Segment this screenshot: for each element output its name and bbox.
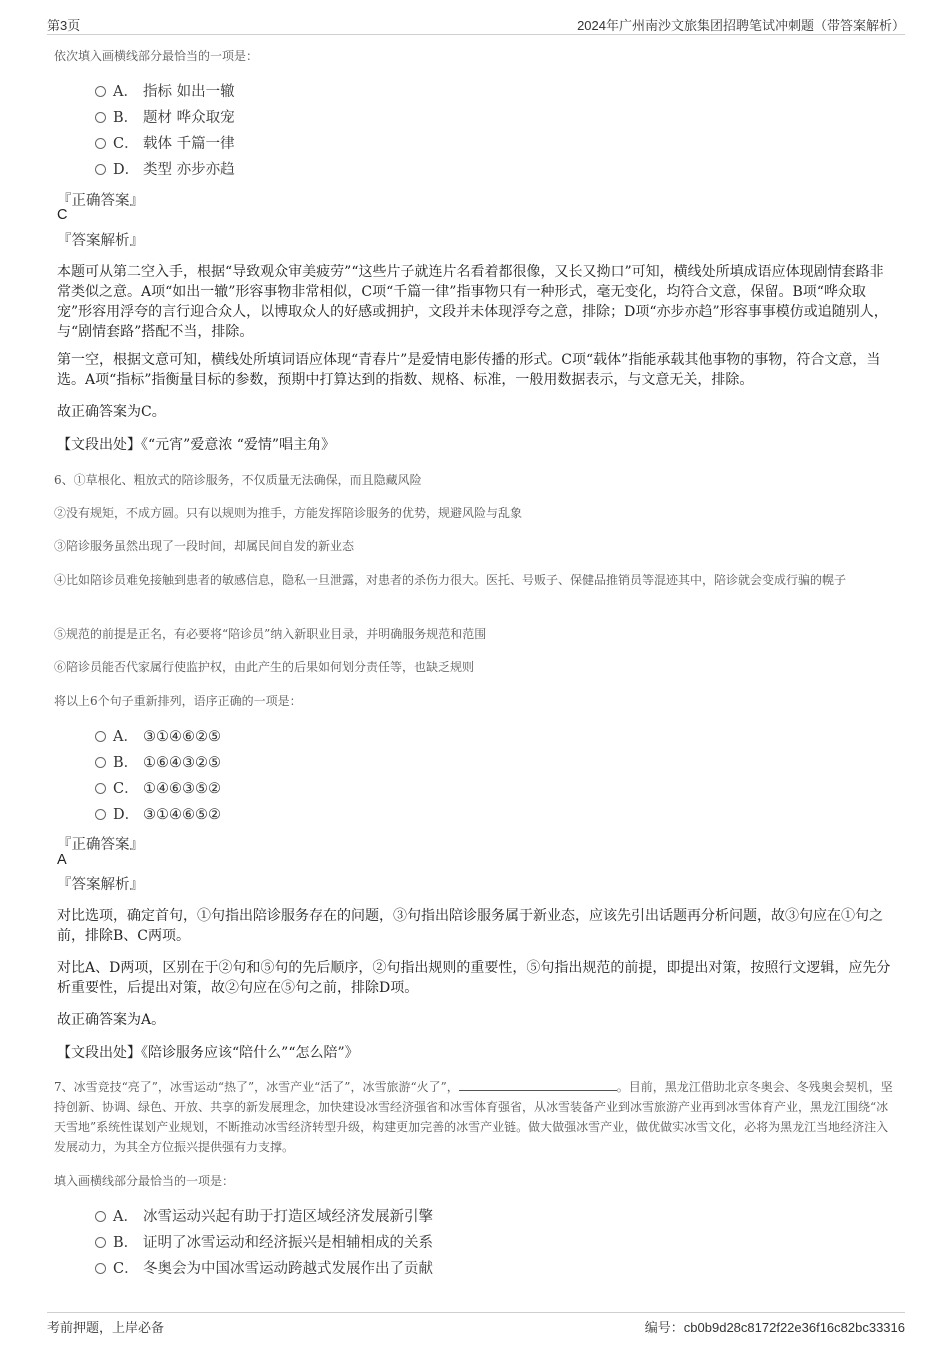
page-footer xyxy=(47,1312,905,1337)
q5-analysis-2: 第一空，根据文意可知，横线处所填词语应体现“青春片”是爱情电影传播的形式。C项“载体”指能承载其他事物的事物，符合文意，当选。A项“指标”指衡量目标的参数，预期中打算达到的指数、规格、标准，一般用数据表示，与文意无关，排除。 xyxy=(57,352,881,388)
document-title: 2024年广州南沙文旅集团招聘笔试冲刺题（带答案解析） xyxy=(577,18,905,33)
q5-analysis-1: 本题可从第二空入手，根据“导致观众审美疲劳”“这些片子就连片名看着都很像，又长又拗口”可知，横线处所填成语应体现剧情套路非常类似之意。A项“如出一辙”形容事物非常相似，C项“千篇一律”指事物只有一种形式，毫无变化，均符合文意，保留。B项“哗众取宠”形容用浮夸的言行迎合众人，以博取众人的好感或拥护，文段并未体现浮夸之意，排除；D项“亦步亦趋”形容事事模仿或追随别人，与“剧情套路”搭配不当，排除。 xyxy=(57,264,888,340)
q5-option-c[interactable]: C． 载体 千篇一律 xyxy=(95,133,235,155)
radio-icon[interactable] xyxy=(95,1263,106,1274)
q6-sentence-5: ⑤规范的前提是正名，有必要将“陪诊员”纳入新职业目录，并明确服务规范和范围 xyxy=(54,627,487,641)
radio-icon[interactable] xyxy=(95,138,106,149)
radio-icon[interactable] xyxy=(95,783,106,794)
q5-option-b[interactable]: B． 题材 哗众取宠 xyxy=(95,107,235,129)
q5-option-a[interactable]: A． 指标 如出一辙 xyxy=(95,81,235,103)
radio-icon[interactable] xyxy=(95,731,106,742)
q7-option-a[interactable]: A． 冰雪运动兴起有助于打造区域经济发展新引擎 xyxy=(95,1206,433,1228)
q6-option-d[interactable]: D． ③①④⑥⑤② xyxy=(95,804,221,826)
radio-icon[interactable] xyxy=(95,112,106,123)
q6-answer-label: 『正确答案』 xyxy=(57,837,144,853)
q6-analysis-label: 『答案解析』 xyxy=(57,877,144,893)
q6-source: 【文段出处】《陪诊服务应该“陪什么”“怎么陪”》 xyxy=(57,1045,359,1061)
footer-slogan: 考前押题，上岸必备 xyxy=(47,1320,165,1335)
q5-analysis-label: 『答案解析』 xyxy=(57,233,144,249)
q6-sentence-2: ②没有规矩，不成方圆。只有以规则为推手，方能发挥陪诊服务的优势，规避风险与乱象 xyxy=(54,506,523,520)
page-number: 第3页 xyxy=(47,18,81,33)
q7-option-c[interactable]: C． 冬奥会为中国冰雪运动跨越式发展作出了贡献 xyxy=(95,1258,433,1280)
q6-sentence-6: ⑥陪诊员能否代家属行使监护权，由此产生的后果如何划分责任等，也缺乏规则 xyxy=(54,660,475,674)
radio-icon[interactable] xyxy=(95,1237,106,1248)
q5-prompt: 依次填入画横线部分最恰当的一项是： xyxy=(54,49,259,63)
q5-option-d[interactable]: D． 类型 亦步亦趋 xyxy=(95,159,235,181)
q6-analysis-2: 对比A、D两项，区别在于②句和⑤句的先后顺序，②句指出规则的重要性，⑤句指出规范的前提，即提出对策，按照行文逻辑，应先分析重要性，后提出对策，故②句应在⑤句之前，排除D项。 xyxy=(57,960,891,996)
radio-icon[interactable] xyxy=(95,164,106,175)
q5-answer: C xyxy=(57,207,68,223)
q6-analysis-1: 对比选项，确定首句，①句指出陪诊服务存在的问题，③句指出陪诊服务属于新业态，应该先引出话题再分析问题，故③句应在①句之前，排除B、C两项。 xyxy=(57,908,883,944)
q6-option-a[interactable]: A． ③①④⑥②⑤ xyxy=(95,726,221,748)
q6-sentence-3: ③陪诊服务虽然出现了一段时间，却属民间自发的新业态 xyxy=(54,539,355,553)
q7-stem: 7、冰雪竞技“亮了”，冰雪运动“热了”，冰雪产业“活了”，冰雪旅游“火了”， 。目前，黑龙江借助北京冬奥会、冬残奥会契机，坚持创新、协调、绿色、开放、共享的新发展理念，加快建设冰雪经济强省和冰雪体育强省，从冰雪装备产业到冰雪旅游产业再到冰雪体育产业，黑龙江围绕“冰天雪地”系统性谋划产业规划，不断推动冰雪经济转型升级，构建更加完善的冰雪产业链。做大做强冰雪产业，做优做实冰雪文化，必将为黑龙江当地经济注入发展动力，为其全方位振兴提供强有力支撑。 xyxy=(54,1080,893,1154)
q6-option-b[interactable]: B． ①⑥④③②⑤ xyxy=(95,752,221,774)
page-header xyxy=(47,12,905,35)
q6-prompt: 将以上6个句子重新排列，语序正确的一项是： xyxy=(54,694,302,708)
fill-blank xyxy=(459,1078,617,1091)
q5-source: 【文段出处】《“元宵”爱意浓 “爱情”唱主角》 xyxy=(57,437,336,453)
q6-analysis-3: 故正确答案为A。 xyxy=(57,1012,166,1028)
radio-icon[interactable] xyxy=(95,757,106,768)
radio-icon[interactable] xyxy=(95,809,106,820)
radio-icon[interactable] xyxy=(95,1211,106,1222)
q5-answer-label: 『正确答案』 xyxy=(57,193,144,209)
radio-icon[interactable] xyxy=(95,86,106,97)
q6-answer: A xyxy=(57,852,67,868)
q6-sentence-1: 6、①草根化、粗放式的陪诊服务，不仅质量无法确保，而且隐藏风险 xyxy=(54,473,422,487)
q5-analysis-3: 故正确答案为C。 xyxy=(57,404,166,420)
q7-prompt: 填入画横线部分最恰当的一项是： xyxy=(54,1174,235,1188)
document-code: 编号：cb0b9d28c8172f22e36f16c82bc33316 xyxy=(644,1320,905,1335)
q6-option-c[interactable]: C． ①④⑥③⑤② xyxy=(95,778,221,800)
q7-option-b[interactable]: B． 证明了冰雪运动和经济振兴是相辅相成的关系 xyxy=(95,1232,433,1254)
q6-sentence-4: ④比如陪诊员难免接触到患者的敏感信息，隐私一旦泄露，对患者的杀伤力很大。医托、号贩子、保健品推销员等混迹其中，陪诊就会变成行骗的幌子 xyxy=(54,573,847,587)
